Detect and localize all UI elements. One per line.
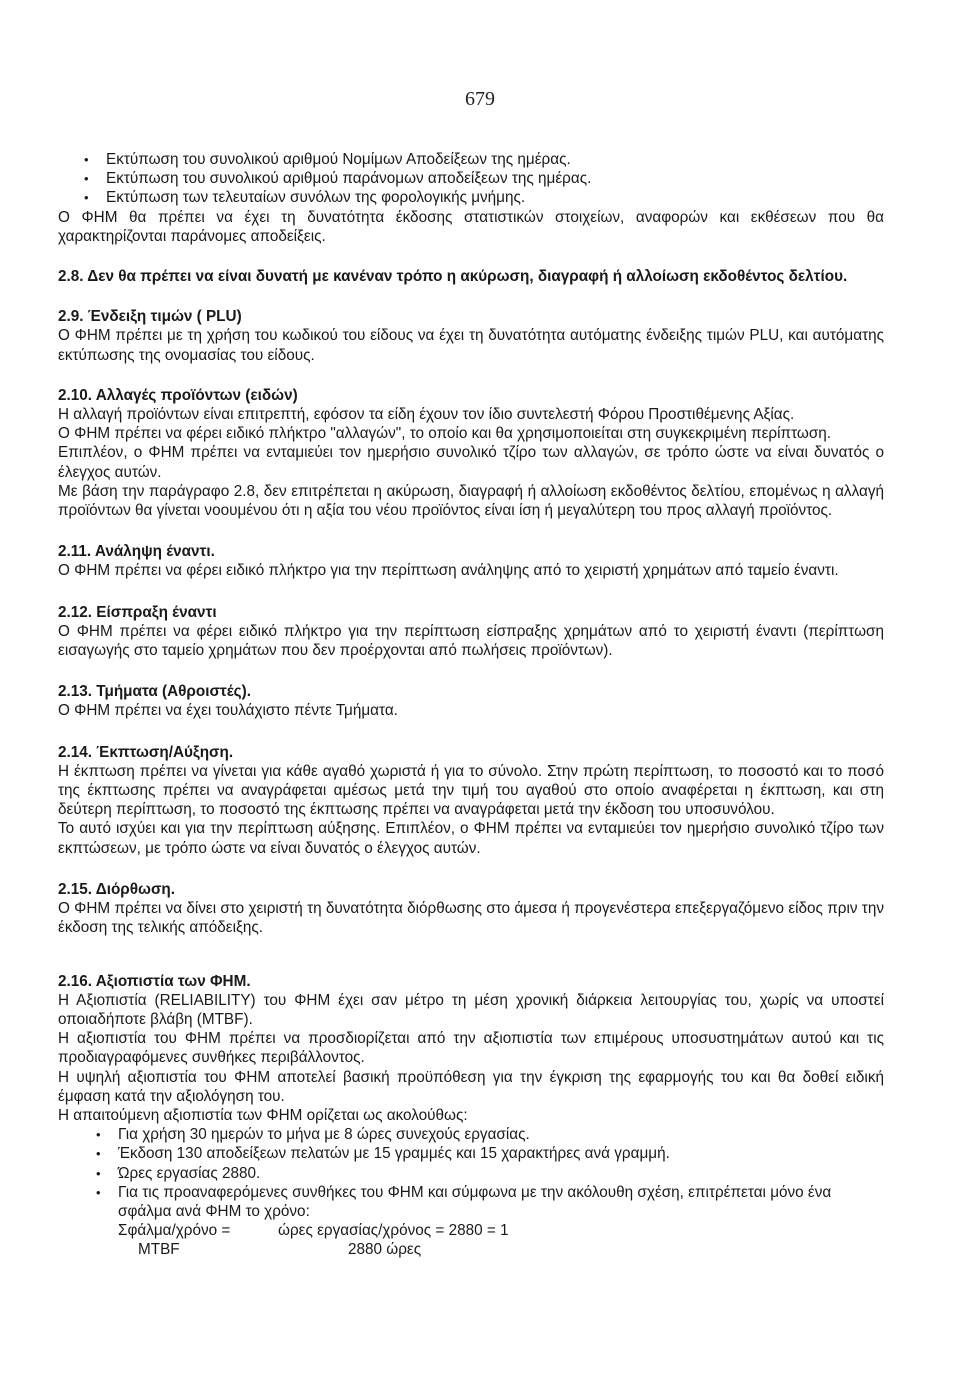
section-2-11 xyxy=(58,542,884,580)
list-item: • Για τις προαναφερόμενες συνθήκες του ΦΗΜ και σύμφωνα με την ακόλουθη σχέση, επιτρέπεται μόνο ένα σφάλμα ανά ΦΗΜ το χρόνο: xyxy=(96,1183,884,1221)
formula-denominator-label: MTBF xyxy=(138,1241,180,1259)
paragraph: Ο ΦΗΜ πρέπει να έχει τουλάχιστο πέντε Τμήματα. xyxy=(58,702,398,720)
intro-bullet-list xyxy=(84,150,884,208)
formula-expression: ώρες εργασίας/χρόνος = 2880 = 1 xyxy=(278,1222,509,1240)
section-2-10 xyxy=(58,386,884,520)
paragraph: Ο ΦΗΜ πρέπει να φέρει ειδικό πλήκτρο για την περίπτωση είσπραξης χρημάτων από το χειριστή έναντι (περίπτωση εισαγωγής στο ταμείο χρημάτων που δεν προέρχονται από πωλήσεις προϊόντων). xyxy=(58,622,884,660)
paragraph: Ο ΦΗΜ πρέπει με τη χρήση του κωδικού του είδους να έχει τη δυνατότητα αυτόματης ένδειξης τιμών PLU, και αυτόματης εκτύπωσης της ονομασίας του είδους. xyxy=(58,327,884,364)
intro-paragraph: Ο ΦΗΜ θα πρέπει να έχει τη δυνατότητα έκδοσης στατιστικών στοιχείων, αναφορών και εκθέσεων που θα χαρακτηρίζονται παράνομες αποδείξεις. xyxy=(58,208,884,245)
document-body xyxy=(58,150,884,1260)
formula-denominator-row xyxy=(118,1240,884,1259)
section-2-14 xyxy=(58,743,884,858)
paragraph: Η έκπτωση πρέπει να γίνεται για κάθε αγαθό χωριστά ή για το σύνολο. Στην πρώτη περίπτωση, το ποσοστό και το ποσό της έκπτωσης πρέπει να αναγράφεται αμέσως μετά την τιμή του αγαθού στο οποίο αναφέρεται η έκπτωση, και στη δεύτερη περίπτωση, το ποσοστό της έκπτωσης πρέπει να αναγράφεται μετά την έκδοση του υποσυνόλου. xyxy=(58,762,884,819)
paragraph: Ο ΦΗΜ πρέπει να φέρει ειδικό πλήκτρο "αλλαγών", το οποίο και θα χρησιμοποιείται στη συγκεκριμένη περίπτωση. xyxy=(58,425,832,443)
formula-denominator-value: 2880 ώρες xyxy=(348,1241,422,1259)
paragraph: Επιπλέον, ο ΦΗΜ πρέπει να ενταμιεύει τον ημερήσιο συνολικό τζίρο των αλλαγών, σε τρόπο ώστε να είναι δυνατός ο έλεγχος αυτών. xyxy=(58,444,884,481)
paragraph: Ο ΦΗΜ πρέπει να φέρει ειδικό πλήκτρο για την περίπτωση ανάληψης από το χειριστή χρημάτων από ταμείο έναντι. xyxy=(58,562,839,580)
section-2-12 xyxy=(58,603,884,661)
section-heading: 2.16. Αξιοπιστία των ΦΗΜ. xyxy=(58,972,251,990)
section-2-8 xyxy=(58,267,884,286)
section-heading: 2.13. Τμήματα (Αθροιστές). xyxy=(58,683,251,701)
section-heading: 2.14. Έκπτωση/Αύξηση. xyxy=(58,743,234,761)
paragraph: Ο ΦΗΜ πρέπει να δίνει στο χειριστή τη δυνατότητα διόρθωσης στο άμεσα ή προγενέστερα επεξεργαζόμενο είδος πριν την έκδοση της τελικής απόδειξης. xyxy=(58,900,884,937)
list-item: • Για χρήση 30 ημερών το μήνα με 8 ώρες συνεχούς εργασίας. xyxy=(96,1125,884,1144)
section-2-15 xyxy=(58,880,884,938)
list-item: • Εκτύπωση του συνολικού αριθμού παράνομων αποδείξεων της ημέρας. xyxy=(84,169,884,188)
paragraph: Η αξιοπιστία του ΦΗΜ πρέπει να προσδιορίζεται από την αξιοπιστία των επιμέρους υποσυστημάτων αυτού και τις προδιαγραφόμενες συνθήκες περιβάλλοντος. xyxy=(58,1030,884,1067)
paragraph: Η υψηλή αξιοπιστία του ΦΗΜ αποτελεί βασική προϋπόθεση για την έγκριση της εφαρμογής του και θα δοθεί ειδική έμφαση κατά την αξιολόγηση του. xyxy=(58,1068,884,1105)
section-heading: 2.10. Αλλαγές προϊόντων (ειδών) xyxy=(58,386,298,404)
section-2-9 xyxy=(58,307,884,365)
formula-label: Σφάλμα/χρόνο = xyxy=(118,1222,231,1240)
section-heading: 2.12. Είσπραξη έναντι xyxy=(58,603,217,621)
list-item: • Έκδοση 130 αποδείξεων πελατών με 15 γραμμές και 15 χαρακτήρες ανά γραμμή. xyxy=(96,1144,884,1163)
list-item: • Εκτύπωση του συνολικού αριθμού Νομίμων Αποδείξεων της ημέρας. xyxy=(84,150,884,169)
list-item: • Ώρες εργασίας 2880. xyxy=(96,1164,884,1183)
section-heading: 2.9. Ένδειξη τιμών ( PLU) xyxy=(58,308,242,326)
reliability-bullet-list xyxy=(96,1125,884,1221)
paragraph: Το αυτό ισχύει και για την περίπτωση αύξησης. Επιπλέον, ο ΦΗΜ πρέπει να ενταμιεύει τον ημερήσιο συνολικό τζίρο των εκπτώσεων, με τρόπο ώστε να είναι δυνατός ο έλεγχος αυτών. xyxy=(58,820,884,857)
paragraph: Η αλλαγή προϊόντων είναι επιτρεπτή, εφόσον τα είδη έχουν τον ίδιο συντελεστή Φόρου Προστιθέμενης Αξίας. xyxy=(58,406,795,424)
formula-numerator-row xyxy=(118,1221,884,1240)
page-number: 679 xyxy=(465,88,495,110)
section-2-13 xyxy=(58,682,884,720)
section-2-16 xyxy=(58,972,884,1260)
section-heading: 2.11. Ανάληψη έναντι. xyxy=(58,543,215,561)
paragraph: Η Αξιοπιστία (RELIABILITY) του ΦΗΜ έχει σαν μέτρο τη μέση χρονική διάρκεια λειτουργίας του, χωρίς να υποστεί οποιαδήποτε βλάβη (MTBF). xyxy=(58,991,884,1028)
section-heading: 2.15. Διόρθωση. xyxy=(58,880,176,898)
list-item: • Εκτύπωση των τελευταίων συνόλων της φορολογικής μνήμης. xyxy=(84,188,884,207)
mtbf-formula xyxy=(118,1221,884,1259)
paragraph: Με βάση την παράγραφο 2.8, δεν επιτρέπεται η ακύρωση, διαγραφή ή αλλοίωση εκδοθέντος δελτίου, επομένως η αλλαγή προϊόντων θα γίνεται νοουμένου ότι η αξία του νέου προϊόντος είναι ίση ή μεγαλύτερη του προς αλλαγή προϊόντος. xyxy=(58,482,884,520)
paragraph: Η απαιτούμενη αξιοπιστία των ΦΗΜ ορίζεται ως ακολούθως: xyxy=(58,1106,468,1124)
section-heading: 2.8. Δεν θα πρέπει να είναι δυνατή με κανέναν τρόπο η ακύρωση, διαγραφή ή αλλοίωση εκδοθέντος δελτίου. xyxy=(58,268,848,286)
